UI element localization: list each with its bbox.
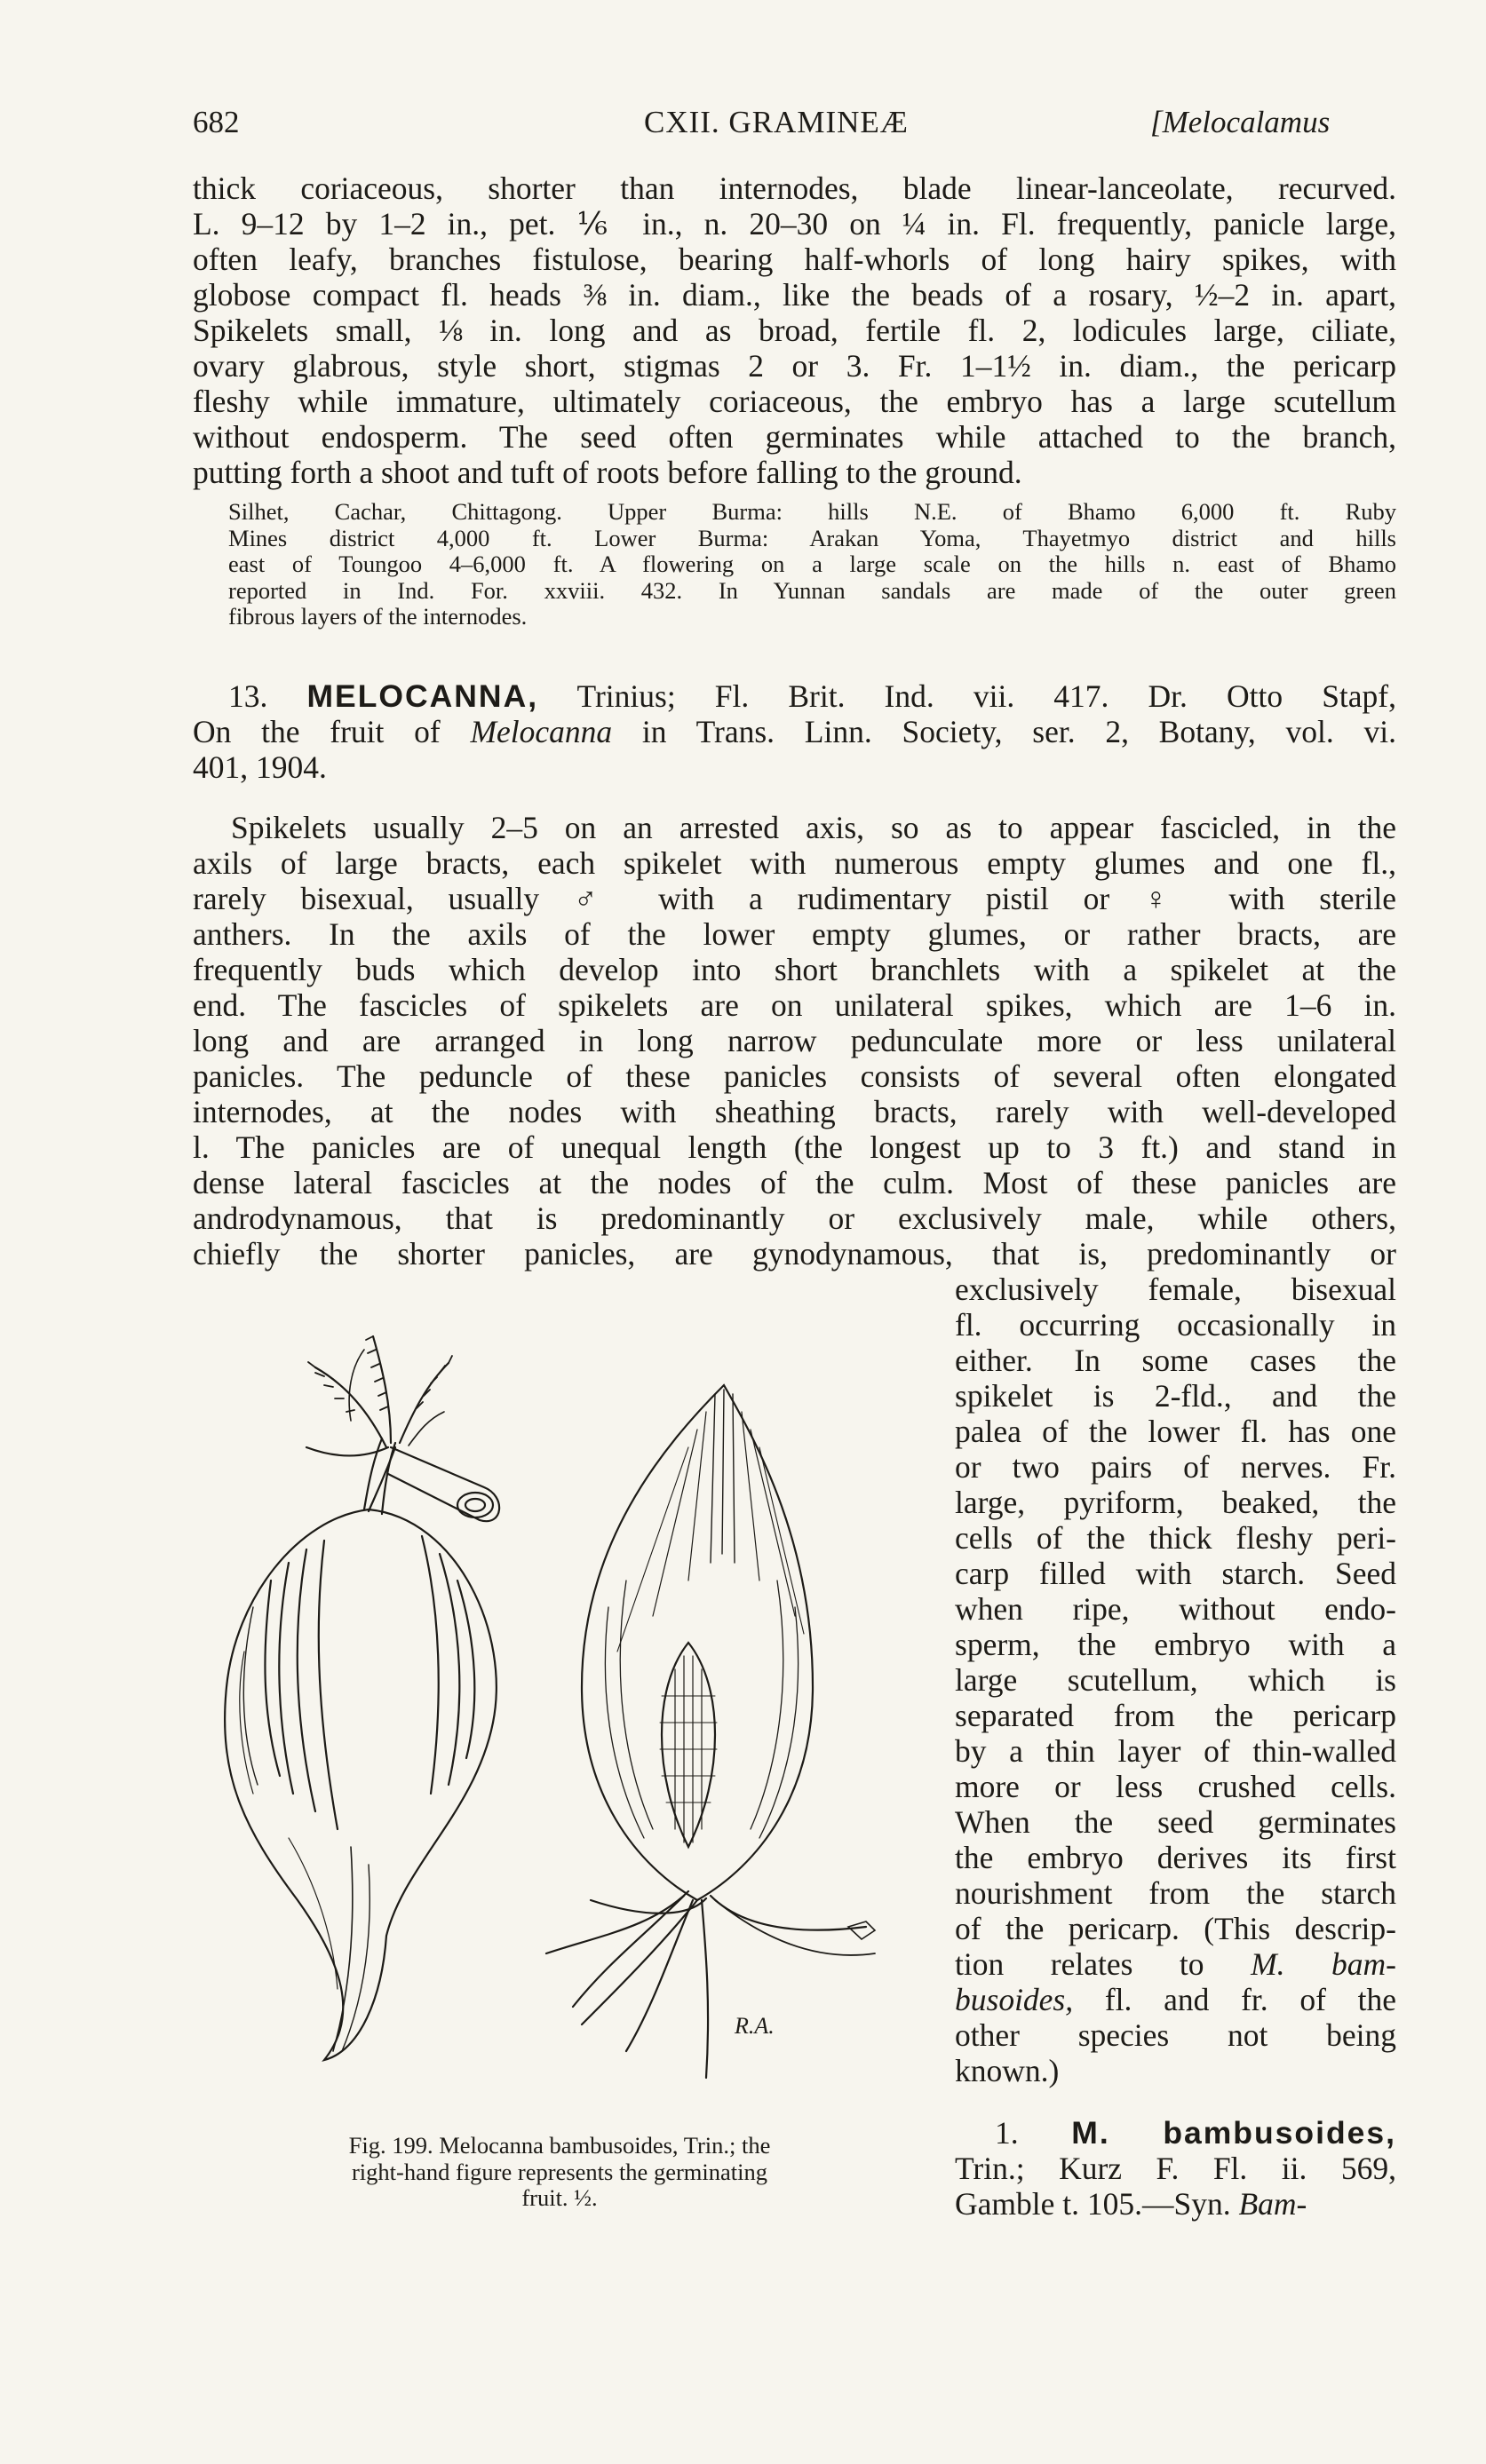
genus-description [193,810,1396,1272]
running-header [0,105,1486,140]
species-initial: M. [1071,2115,1110,2151]
text-line: or two pairs of nerves. Fr. [955,1449,1396,1485]
running-head: [Melocalamus [1150,105,1331,139]
text-line: often leafy, branches fistulose, bearing half-whorls of long hairy spikes, with [193,242,1396,277]
text-line: of the pericarp. (This descrip- [955,1911,1396,1946]
melocanna-illustration [191,1314,937,2113]
text-line: long and are arranged in long narrow pedunculate more or less unilateral [193,1023,1396,1058]
text-line: nourishment from the starch [955,1875,1396,1911]
text-line: frequently buds which develop into short branchlets with a spikelet at the [193,952,1396,987]
chapter-title: CXII. GRAMINEÆ [644,105,909,139]
species-entry [955,2115,1396,2222]
text-line: exclusively female, bisexual [955,1272,1396,1307]
text-line: by a thin layer of thin-walled [955,1733,1396,1769]
text-line: east of Toungoo 4–6,000 ft. A flowering on a large scale on the hills n. east of Bhamo [228,551,1396,577]
page-number: 682 [193,105,240,139]
text-line: When the seed germinates [955,1804,1396,1840]
caption-line: fruit. ½. [521,2184,598,2211]
genus-citation: Trinius; Fl. Brit. Ind. vii. 417. Dr. Otto Stapf, [576,678,1396,714]
distribution-note [228,499,1396,630]
italic-species: M. bam- [1251,1946,1396,1982]
italic-synonym: Bam- [1238,2186,1307,2222]
text-span: Gamble t. 105.—Syn. [955,2186,1231,2222]
right-fruit-drawing [546,1385,875,2078]
text-span: On the fruit of [193,714,441,749]
text-span: fl. and fr. of the [1104,1982,1396,2017]
text-span: in Trans. Linn. Society, ser. 2, Botany, vol. vi. [641,714,1397,749]
text-line: other species not being [955,2017,1396,2053]
text-line [955,1946,1396,1982]
species-line [955,2115,1396,2151]
figure-199 [191,1314,937,2113]
text-line: without endosperm. The seed often germinates while attached to the branch, [193,419,1396,455]
text-line: L. 9–12 by 1–2 in., pet. ⅙ in., n. 20–30 on ¼ in. Fl. frequently, panicle large, [193,206,1396,242]
text-line: l. The panicles are of unequal length (the longest up to 3 ft.) and stand in [193,1129,1396,1165]
genus-line [193,714,1396,749]
text-line: anthers. In the axils of the lower empty glumes, or rather bracts, are [193,916,1396,952]
text-line: axils of large bracts, each spikelet with numerous empty glumes and one fl., [193,845,1396,881]
genus-line [193,678,1396,714]
figure-caption [191,2133,928,2212]
text-line: Spikelets usually 2–5 on an arrested axis, so as to appear fascicled, in the [231,810,1396,845]
text-line: chiefly the shorter panicles, are gynodynamous, that is, predominantly or [193,1236,1396,1272]
text-line: fl. occurring occasionally in [955,1307,1396,1343]
left-fruit-drawing [225,1336,499,2060]
text-line: Silhet, Cachar, Chittagong. Upper Burma: hills N.E. of Bhamo 6,000 ft. Ruby [228,498,1396,525]
genus-line: 401, 1904. [193,749,327,785]
italic-species: busoides, [955,1982,1074,2017]
species-line: Trin.; Kurz F. Fl. ii. 569, [955,2151,1396,2186]
text-line: ovary glabrous, style short, stigmas 2 or 3. Fr. 1–1½ in. diam., the pericarp [193,348,1396,384]
italic-genus: Melocanna [470,714,613,749]
continued-paragraph [193,170,1396,490]
text-line: panicles. The peduncle of these panicles consists of several often elongated [193,1058,1396,1094]
text-line: thick coriaceous, shorter than internodes, blade linear-lanceolate, recurved. [193,170,1396,206]
text-line: androdynamous, that is predominantly or exclusively male, while others, [193,1200,1396,1236]
text-line: fibrous layers of the internodes. [228,603,528,630]
species-line [955,2186,1396,2222]
species-number: 1. [995,2115,1019,2151]
text-line: either. In some cases the [955,1343,1396,1378]
text-line: palea of the lower fl. has one [955,1414,1396,1449]
text-line: large scutellum, which is [955,1662,1396,1698]
text-line: internodes, at the nodes with sheathing bracts, rarely with well-developed [193,1094,1396,1129]
species-name: bambusoides, [1163,2115,1397,2151]
text-line: separated from the pericarp [955,1698,1396,1733]
text-line: sperm, the embryo with a [955,1627,1396,1662]
text-line: the embryo derives its first [955,1840,1396,1875]
text-line: known.) [955,2053,1060,2088]
text-line [955,1982,1396,2017]
illustrator-signature: R.A. [735,2013,775,2039]
text-line: large, pyriform, beaked, the [955,1485,1396,1520]
text-span: tion relates to [955,1946,1204,1982]
genus-name: MELOCANNA, [306,678,539,714]
text-line: dense lateral fascicles at the nodes of the culm. Most of these panicles are [193,1165,1396,1200]
text-line: carp filled with starch. Seed [955,1556,1396,1591]
description-column [955,1272,1396,2088]
text-line: more or less crushed cells. [955,1769,1396,1804]
text-line: when ripe, without endo- [955,1591,1396,1627]
genus-number: 13. [228,678,268,714]
text-line: fleshy while immature, ultimately coriaceous, the embryo has a large scutellum [193,384,1396,419]
text-line: globose compact fl. heads ⅜ in. diam., like the beads of a rosary, ½–2 in. apart, [193,277,1396,313]
text-line: Mines district 4,000 ft. Lower Burma: Arakan Yoma, Thayetmyo district and hills [228,524,1396,551]
text-line: putting forth a shoot and tuft of roots before falling to the ground. [193,455,1022,490]
text-line: Spikelets small, ⅛ in. long and as broad, fertile fl. 2, lodicules large, ciliate, [193,313,1396,348]
text-line: rarely bisexual, usually ♂ with a rudimentary pistil or ♀ with sterile [193,881,1396,916]
caption-line: Fig. 199. Melocanna bambusoides, Trin.; the [348,2132,771,2159]
genus-heading [193,678,1396,785]
text-line: reported in Ind. For. xxviii. 432. In Yunnan sandals are made of the outer green [228,576,1396,604]
text-line: cells of the thick fleshy peri- [955,1520,1396,1556]
caption-line: right-hand figure represents the germinating [351,2158,767,2185]
text-line: end. The fascicles of spikelets are on unilateral spikes, which are 1–6 in. [193,987,1396,1023]
text-line: spikelet is 2-fld., and the [955,1378,1396,1414]
